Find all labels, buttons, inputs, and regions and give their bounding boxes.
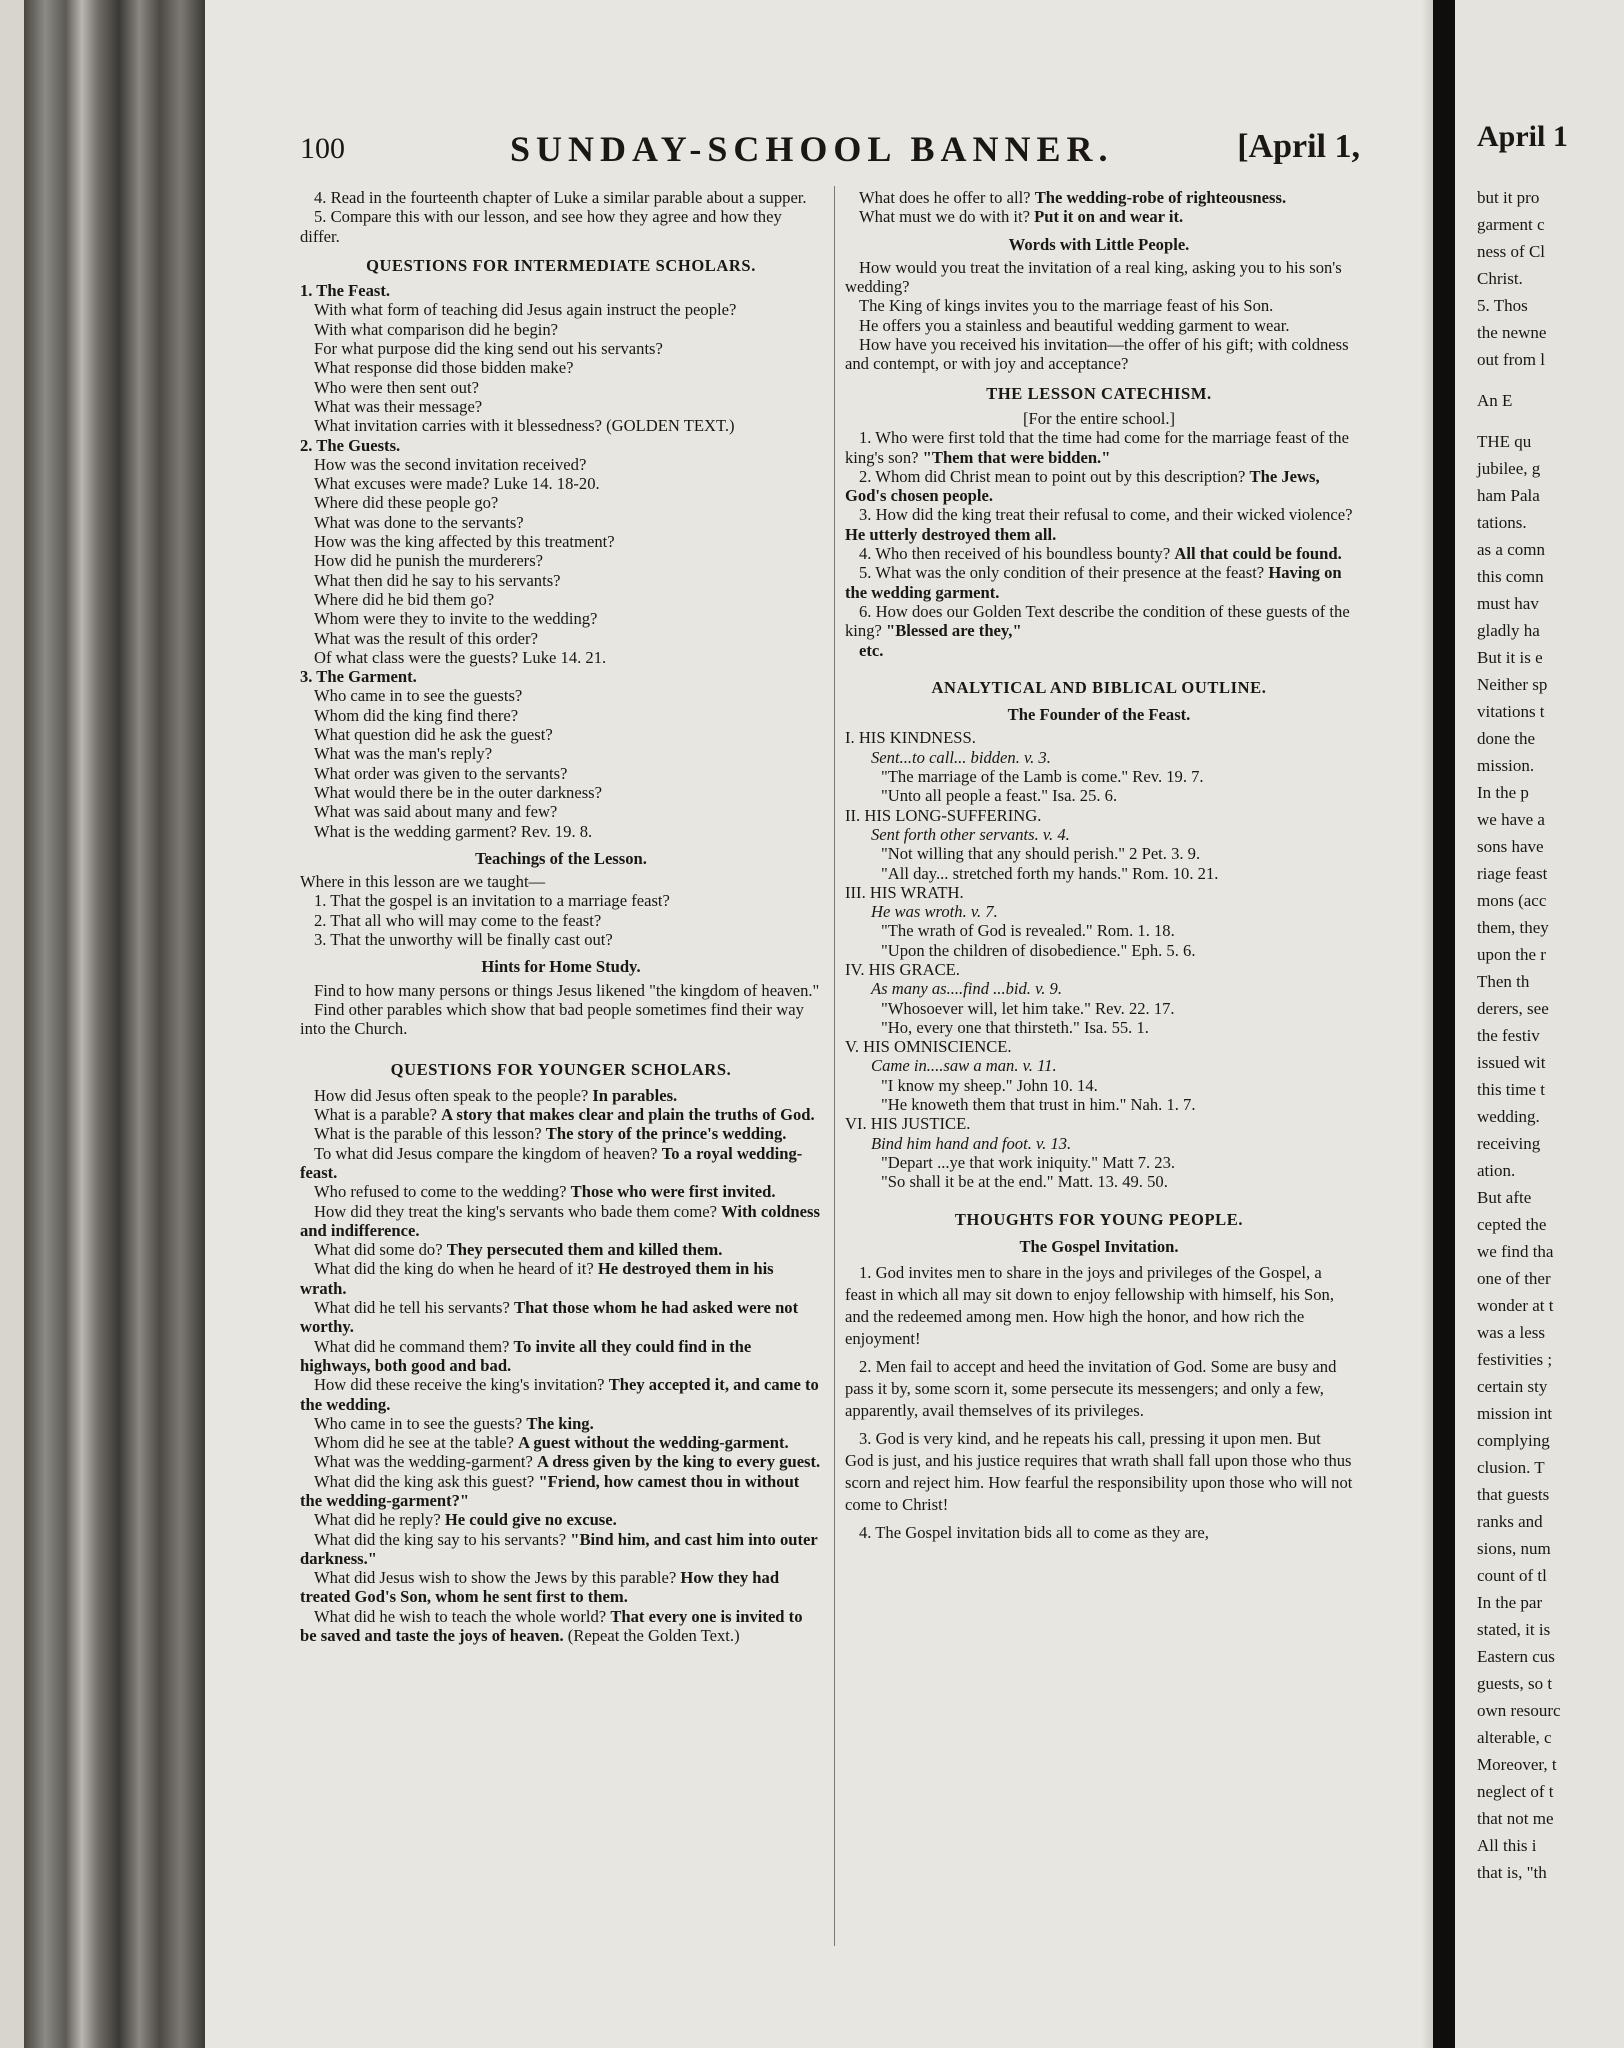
younger-qa-item bbox=[300, 1240, 822, 1259]
answer-text: He could give no excuse. bbox=[444, 1510, 617, 1530]
facing-page-line: THE qu bbox=[1477, 432, 1532, 451]
outline-reference: Sent...to call... bidden. v. 3. bbox=[871, 747, 1051, 767]
answer-text: How they had treated God's Son, whom he sent first to them. bbox=[300, 1568, 780, 1607]
facing-page-line: that not me bbox=[1477, 1809, 1554, 1828]
facing-page-line: But afte bbox=[1477, 1188, 1532, 1207]
outline-heading: ANALYTICAL AND BIBLICAL OUTLINE. bbox=[931, 677, 1267, 697]
facing-page-line: this comn bbox=[1477, 567, 1544, 586]
hint-item: Find to how many persons or things Jesus likened "the kingdom of heaven." bbox=[314, 980, 820, 1000]
facing-page-line: festivities ; bbox=[1477, 1350, 1553, 1369]
page-gutter bbox=[1433, 0, 1455, 2048]
facing-page-line: that guests bbox=[1477, 1485, 1550, 1504]
facing-page-line: the festiv bbox=[1477, 1026, 1540, 1045]
outline-citation: "I know my sheep." John 10. 14. bbox=[881, 1075, 1098, 1095]
hints-heading: Hints for Home Study. bbox=[481, 957, 641, 977]
question-item: What was done to the servants? bbox=[314, 512, 524, 532]
facing-page-line: one of ther bbox=[1477, 1269, 1551, 1288]
catechism-note: [For the entire school.] bbox=[1022, 408, 1176, 428]
intro-paragraph: 5. Compare this with our lesson, and see how they agree and how they differ. bbox=[300, 207, 782, 246]
question-item: What was the result of this order? bbox=[314, 628, 538, 648]
facing-page-line: but it pro bbox=[1477, 188, 1540, 207]
outline-citation: "Whosoever will, let him take." Rev. 22. 17. bbox=[881, 998, 1175, 1018]
book-binding bbox=[0, 0, 205, 2048]
outline-section-title: V. HIS OMNISCIENCE. bbox=[845, 1037, 1012, 1057]
younger-qa-item bbox=[300, 1298, 822, 1337]
outline-citation: "Unto all people a feast." Isa. 25. 6. bbox=[881, 786, 1118, 806]
facing-page-line: But it is e bbox=[1477, 648, 1543, 667]
question-text: How did Jesus often speak to the people? bbox=[314, 1085, 593, 1105]
outline-citation: "Ho, every one that thirsteth." Isa. 55. 1. bbox=[881, 1017, 1149, 1037]
facing-page-line: the newne bbox=[1477, 323, 1547, 342]
facing-page-line: Then th bbox=[1477, 972, 1530, 991]
answer-text: The Jews, God's chosen people. bbox=[845, 466, 1320, 506]
answer-text: In parables. bbox=[592, 1085, 678, 1105]
thought-item: 3. God is very kind, and he repeats his call, pressing it upon men. But God is just, and his justice requires that wrath shall fall upon those who thus scorn and reject him. How fearful the responsibility upon those who will not come to Christ! bbox=[845, 1429, 1353, 1515]
answer-text: To a royal wedding-feast. bbox=[300, 1143, 803, 1182]
younger-qa-item bbox=[300, 1105, 822, 1124]
binding-edge bbox=[0, 0, 24, 2048]
question-item: Where did he bid them go? bbox=[314, 589, 495, 609]
younger-qa-item bbox=[300, 1472, 822, 1511]
facing-page-line: done the bbox=[1477, 729, 1536, 748]
younger-qa-item bbox=[300, 1452, 822, 1471]
answer-text: The story of the prince's wedding. bbox=[545, 1124, 787, 1144]
question-item: What was their message? bbox=[314, 396, 483, 416]
question-item: Who came in to see the guests? bbox=[314, 686, 523, 706]
facing-page-line: tations. bbox=[1477, 513, 1527, 532]
question-item: What was said about many and few? bbox=[314, 802, 558, 822]
outline-citation: "So shall it be at the end." Matt. 13. 49. 50. bbox=[881, 1172, 1168, 1192]
intro-paragraph: 4. Read in the fourteenth chapter of Luke a similar parable about a supper. bbox=[314, 188, 807, 207]
facing-page-line: stated, it is bbox=[1477, 1620, 1551, 1639]
section-heading-younger: QUESTIONS FOR YOUNGER SCHOLARS. bbox=[390, 1060, 732, 1080]
question-item: What is the wedding garment? Rev. 19. 8. bbox=[314, 821, 593, 841]
answer-text: "Blessed are they," bbox=[886, 621, 1022, 641]
facing-page-line: guests, so t bbox=[1477, 1674, 1553, 1693]
outline-reference: As many as....find ...bid. v. 9. bbox=[871, 979, 1062, 999]
question-text: What did some do? bbox=[314, 1240, 447, 1260]
facing-page-line: Christ. bbox=[1477, 269, 1523, 288]
facing-page-line: this time t bbox=[1477, 1080, 1545, 1099]
outline-citation: "The wrath of God is revealed." Rom. 1. 18. bbox=[881, 921, 1175, 941]
facing-page-line: we have a bbox=[1477, 810, 1545, 829]
facing-page-line: ham Pala bbox=[1477, 486, 1540, 505]
facing-page-line: issued wit bbox=[1477, 1053, 1546, 1072]
outline-section-title: IV. HIS GRACE. bbox=[845, 959, 960, 979]
answer-text: "Bind him, and cast him into outer darkness." bbox=[300, 1529, 818, 1568]
right-column bbox=[845, 188, 1353, 1544]
hint-item: Find other parables which show that bad people sometimes find their way into the Church. bbox=[300, 999, 804, 1039]
answer-text: To invite all they could find in the highways, both good and bad. bbox=[300, 1336, 752, 1375]
question-item: What was the man's reply? bbox=[314, 744, 493, 764]
facing-page-line: upon the r bbox=[1477, 945, 1546, 964]
facing-page-line: complying bbox=[1477, 1431, 1550, 1450]
question-item: What question did he ask the guest? bbox=[314, 725, 553, 745]
teaching-item: 3. That the unworthy will be finally cast out? bbox=[314, 929, 613, 949]
answer-text: The wedding-robe of righteousness. bbox=[1034, 188, 1287, 207]
facing-page-line: gladly ha bbox=[1477, 621, 1540, 640]
question-text: Who refused to come to the wedding? bbox=[314, 1182, 571, 1202]
page-date: [April 1, bbox=[1237, 128, 1360, 165]
facing-page-line: sions, num bbox=[1477, 1539, 1551, 1558]
thoughts-subheading: The Gospel Invitation. bbox=[1019, 1236, 1179, 1256]
answer-text: Those who were first invited. bbox=[570, 1182, 776, 1202]
answer-text: "Friend, how camest thou in without the wedding-garment?" bbox=[300, 1471, 800, 1510]
facing-page-line: mission. bbox=[1477, 756, 1535, 775]
facing-page-line: out from l bbox=[1477, 350, 1545, 369]
outline-section-title: II. HIS LONG-SUFFERING. bbox=[845, 805, 1042, 825]
question-item: How did he punish the murderers? bbox=[314, 551, 544, 571]
facing-page-line: that is, "th bbox=[1477, 1863, 1547, 1882]
question-item: What response did those bidden make? bbox=[314, 358, 574, 378]
answer-text: That every one is invited to be saved and taste the joys of heaven. bbox=[300, 1606, 803, 1646]
teachings-intro: Where in this lesson are we taught— bbox=[300, 872, 546, 892]
little-people-item: He offers you a stainless and beautiful wedding garment to wear. bbox=[859, 315, 1290, 335]
facing-page-line: In the p bbox=[1477, 783, 1529, 802]
facing-page-line: own resourc bbox=[1477, 1701, 1561, 1720]
page-title: SUNDAY-SCHOOL BANNER. bbox=[510, 129, 1114, 169]
teaching-item: 1. That the gospel is an invitation to a marriage feast? bbox=[314, 891, 670, 911]
facing-page-line: Neither sp bbox=[1477, 675, 1548, 694]
facing-page-line: ranks and bbox=[1477, 1512, 1543, 1531]
facing-page-line: certain sty bbox=[1477, 1377, 1548, 1396]
question-item: What excuses were made? Luke 14. 18-20. bbox=[314, 474, 600, 494]
teachings-heading: Teachings of the Lesson. bbox=[475, 848, 647, 868]
facing-page-line: An E bbox=[1477, 391, 1513, 410]
outline-citation: "The marriage of the Lamb is come." Rev. 19. 7. bbox=[881, 767, 1204, 787]
top-qa-item bbox=[845, 207, 1353, 226]
thoughts-heading: THOUGHTS FOR YOUNG PEOPLE. bbox=[954, 1209, 1244, 1229]
younger-qa-item bbox=[300, 1510, 822, 1529]
facing-page-line: riage feast bbox=[1477, 864, 1548, 883]
outline-subheading: The Founder of the Feast. bbox=[1007, 705, 1191, 725]
question-text: 4. Who then received of his boundless bounty? bbox=[859, 544, 1175, 564]
teaching-item: 2. That all who will may come to the feast? bbox=[314, 910, 602, 930]
question-item: Where did these people go? bbox=[314, 493, 499, 513]
facing-page-line: them, they bbox=[1477, 918, 1549, 937]
outline-citation: "All day... stretched forth my hands." Rom. 10. 21. bbox=[881, 863, 1219, 883]
facing-page-line: garment c bbox=[1477, 215, 1545, 234]
facing-page-line: neglect of t bbox=[1477, 1782, 1554, 1801]
question-item: How was the second invitation received? bbox=[314, 454, 587, 474]
subheading-feast: 1. The Feast. bbox=[300, 281, 391, 301]
facing-page-line: ness of Cl bbox=[1477, 242, 1545, 261]
question-text: What did he tell his servants? bbox=[314, 1298, 514, 1318]
answer-text: He utterly destroyed them all. bbox=[845, 524, 1057, 544]
answer-text: "Them that were bidden." bbox=[922, 447, 1111, 467]
answer-text: Having on the wedding garment. bbox=[845, 563, 1342, 602]
outline-reference: Came in....saw a man. v. 11. bbox=[871, 1056, 1057, 1076]
outline-reference: He was wroth. v. 7. bbox=[871, 902, 998, 922]
question-item: What would there be in the outer darkness? bbox=[314, 782, 602, 802]
younger-qa-item bbox=[300, 1259, 822, 1298]
question-text: What does he offer to all? bbox=[859, 188, 1035, 207]
facing-page-line: cepted the bbox=[1477, 1215, 1547, 1234]
question-text: To what did Jesus compare the kingdom of heaven? bbox=[314, 1143, 662, 1163]
question-text: What is a parable? bbox=[314, 1105, 442, 1125]
question-text: What is the parable of this lesson? bbox=[314, 1124, 546, 1144]
answer-text: A story that makes clear and plain the truths of God. bbox=[441, 1105, 815, 1125]
section-heading-intermediate: QUESTIONS FOR INTERMEDIATE SCHOLARS. bbox=[366, 255, 756, 275]
facing-page-line: Eastern cus bbox=[1477, 1647, 1555, 1666]
page-number: 100 bbox=[300, 132, 345, 165]
answer-text: They persecuted them and killed them. bbox=[446, 1240, 723, 1260]
question-item: Of what class were the guests? Luke 14. 21. bbox=[314, 647, 607, 667]
facing-page-line: must hav bbox=[1477, 594, 1539, 613]
younger-qa-item bbox=[300, 1607, 822, 1646]
thought-item: 1. God invites men to share in the joys and privileges of the Gospel, a feast in which all may sit down to enjoy fellowship with himself, his Son, and the redeemed among men. How high the honor, and how rich the enjoyment! bbox=[845, 1263, 1335, 1349]
catechism-item bbox=[845, 641, 1353, 660]
question-item: With what comparison did he begin? bbox=[314, 319, 559, 339]
thought-item: 4. The Gospel invitation bids all to come as they are, bbox=[859, 1523, 1209, 1543]
outline-section-title: III. HIS WRATH. bbox=[845, 882, 964, 902]
question-item: What then did he say to his servants? bbox=[314, 570, 561, 590]
left-column bbox=[300, 188, 822, 1645]
question-text: 2. Whom did Christ mean to point out by this description? bbox=[859, 466, 1250, 486]
facing-page-line: In the par bbox=[1477, 1593, 1543, 1612]
facing-page-line: jubilee, g bbox=[1477, 459, 1541, 478]
outline-section-title: VI. HIS JUSTICE. bbox=[845, 1114, 971, 1134]
question-item: Who were then sent out? bbox=[314, 377, 479, 397]
facing-page-line: clusion. T bbox=[1477, 1458, 1545, 1477]
younger-qa-item bbox=[300, 1182, 822, 1201]
outline-citation: "He knoweth them that trust in him." Nah. 1. 7. bbox=[881, 1095, 1196, 1115]
catechism-item bbox=[845, 544, 1353, 563]
question-text: What did the king do when he heard of it? bbox=[314, 1259, 598, 1279]
question-text: How did these receive the king's invitation? bbox=[314, 1375, 609, 1395]
question-text: 3. How did the king treat their refusal to come, and their wicked violence? bbox=[859, 505, 1353, 525]
facing-page-line: count of tl bbox=[1477, 1566, 1547, 1585]
answer-text: A guest without the wedding-garment. bbox=[518, 1433, 789, 1453]
question-text: What did he reply? bbox=[314, 1510, 445, 1530]
younger-qa-item bbox=[300, 1086, 822, 1105]
question-item: What invitation carries with it blessedness? (GOLDEN TEXT.) bbox=[314, 416, 735, 436]
column-rule bbox=[834, 186, 835, 1946]
outline-citation: "Depart ...ye that work iniquity." Matt 7. 23. bbox=[881, 1152, 1176, 1172]
question-text: What did the king ask this guest? bbox=[314, 1471, 539, 1491]
question-text: What did Jesus wish to show the Jews by this parable? bbox=[314, 1568, 681, 1588]
question-text: What did the king say to his servants? bbox=[314, 1529, 571, 1549]
little-people-heading: Words with Little People. bbox=[1008, 234, 1190, 254]
catechism-item bbox=[845, 563, 1353, 602]
facing-page-line: receiving bbox=[1477, 1134, 1541, 1153]
question-item: How was the king affected by this treatment? bbox=[314, 532, 615, 552]
facing-page-line: Moreover, t bbox=[1477, 1755, 1557, 1774]
facing-page-line: 5. Thos bbox=[1477, 296, 1528, 315]
question-text: Whom did he see at the table? bbox=[314, 1433, 519, 1453]
facing-page bbox=[1455, 0, 1624, 2048]
younger-qa-item bbox=[300, 1568, 822, 1607]
closing-note: (Repeat the Golden Text.) bbox=[563, 1626, 740, 1646]
younger-qa-item bbox=[300, 1375, 822, 1414]
catechism-heading: THE LESSON CATECHISM. bbox=[986, 383, 1212, 403]
question-item: With what form of teaching did Jesus again instruct the people? bbox=[314, 300, 737, 320]
facing-page-line: derers, see bbox=[1477, 999, 1549, 1018]
question-text: What did he command them? bbox=[314, 1336, 514, 1356]
outline-citation: "Upon the children of disobedience." Eph. 5. 6. bbox=[881, 940, 1196, 960]
subheading-garment: 3. The Garment. bbox=[300, 667, 417, 687]
facing-page-line: vitations t bbox=[1477, 702, 1545, 721]
facing-page-line: sons have bbox=[1477, 837, 1544, 856]
younger-qa-item bbox=[300, 1202, 822, 1241]
younger-qa-item bbox=[300, 1144, 822, 1183]
facing-page-line: mission int bbox=[1477, 1404, 1553, 1423]
little-people-item: How have you received his invitation—the offer of his gift; with coldness and contempt, or with joy and acceptance? bbox=[845, 335, 1349, 374]
answer-text: All that could be found. bbox=[1174, 544, 1342, 564]
facing-page-line: we find tha bbox=[1477, 1242, 1554, 1261]
question-item: Whom did the king find there? bbox=[314, 705, 519, 725]
outline-reference: Sent forth other servants. v. 4. bbox=[871, 824, 1070, 844]
catechism-item bbox=[845, 602, 1353, 641]
outline-reference: Bind him hand and foot. v. 13. bbox=[871, 1133, 1072, 1153]
question-text: 6. How does our Golden Text describe the condition of these guests of the king? bbox=[845, 601, 1350, 641]
question-text: What was the wedding-garment? bbox=[314, 1452, 538, 1472]
question-text: Who came in to see the guests? bbox=[314, 1413, 527, 1433]
catechism-item bbox=[845, 505, 1353, 544]
facing-page-line: wedding. bbox=[1477, 1107, 1540, 1126]
facing-page-line: wonder at t bbox=[1477, 1296, 1554, 1315]
facing-page-line: alterable, c bbox=[1477, 1728, 1552, 1747]
answer-text: Put it on and wear it. bbox=[1034, 207, 1184, 227]
facing-page-line: ation. bbox=[1477, 1161, 1516, 1180]
question-item: What order was given to the servants? bbox=[314, 763, 568, 783]
answer-text: A dress given by the king to every guest. bbox=[537, 1452, 821, 1472]
facing-page-line: was a less bbox=[1477, 1323, 1545, 1342]
little-people-item: How would you treat the invitation of a real king, asking you to his son's wedding? bbox=[845, 257, 1342, 297]
outline-citation: "Not willing that any should perish." 2 Pet. 3. 9. bbox=[881, 844, 1201, 864]
question-item: For what purpose did the king send out his servants? bbox=[314, 339, 663, 359]
thought-item: 2. Men fail to accept and heed the invitation of God. Some are busy and pass it by, some scorn it, some persecute its messengers; and only a few, apparently, avail themselves of its privileges. bbox=[845, 1357, 1337, 1421]
catechism-item bbox=[845, 467, 1353, 506]
younger-qa-item bbox=[300, 1337, 822, 1376]
facing-page-line: mons (acc bbox=[1477, 891, 1547, 910]
facing-page-header: April 1 bbox=[1477, 120, 1568, 153]
answer-text: They accepted it, and came to the wedding. bbox=[300, 1375, 819, 1414]
little-people-item: The King of kings invites you to the marriage feast of his Son. bbox=[859, 296, 1274, 316]
question-text: How did they treat the king's servants who bade them come? bbox=[314, 1201, 722, 1221]
answer-text: He destroyed them in his wrath. bbox=[300, 1259, 774, 1298]
subheading-guests: 2. The Guests. bbox=[300, 435, 401, 455]
answer-text: The king. bbox=[526, 1413, 594, 1433]
question-text: 1. Who were first told that the time had come for the marriage feast of the king's son? bbox=[845, 428, 1349, 467]
answer-text: That those whom he had asked were not worthy. bbox=[300, 1298, 799, 1337]
question-text: What did he wish to teach the whole world? bbox=[314, 1606, 611, 1626]
answer-text: etc. bbox=[859, 640, 884, 660]
top-qa-item bbox=[845, 188, 1353, 207]
question-text: 5. What was the only condition of their presence at the feast? bbox=[859, 563, 1269, 583]
younger-qa-item bbox=[300, 1124, 822, 1143]
page-header bbox=[300, 112, 1360, 172]
answer-text: With coldness and indifference. bbox=[300, 1201, 820, 1240]
question-text: What must we do with it? bbox=[859, 207, 1035, 227]
younger-qa-item bbox=[300, 1530, 822, 1569]
outline-section-title: I. HIS KINDNESS. bbox=[845, 728, 976, 748]
question-item: Whom were they to invite to the wedding? bbox=[314, 609, 598, 629]
facing-page-line: as a comn bbox=[1477, 540, 1545, 559]
catechism-item bbox=[845, 428, 1353, 467]
younger-qa-item bbox=[300, 1414, 822, 1433]
facing-page-line: All this i bbox=[1477, 1836, 1537, 1855]
younger-qa-item bbox=[300, 1433, 822, 1452]
